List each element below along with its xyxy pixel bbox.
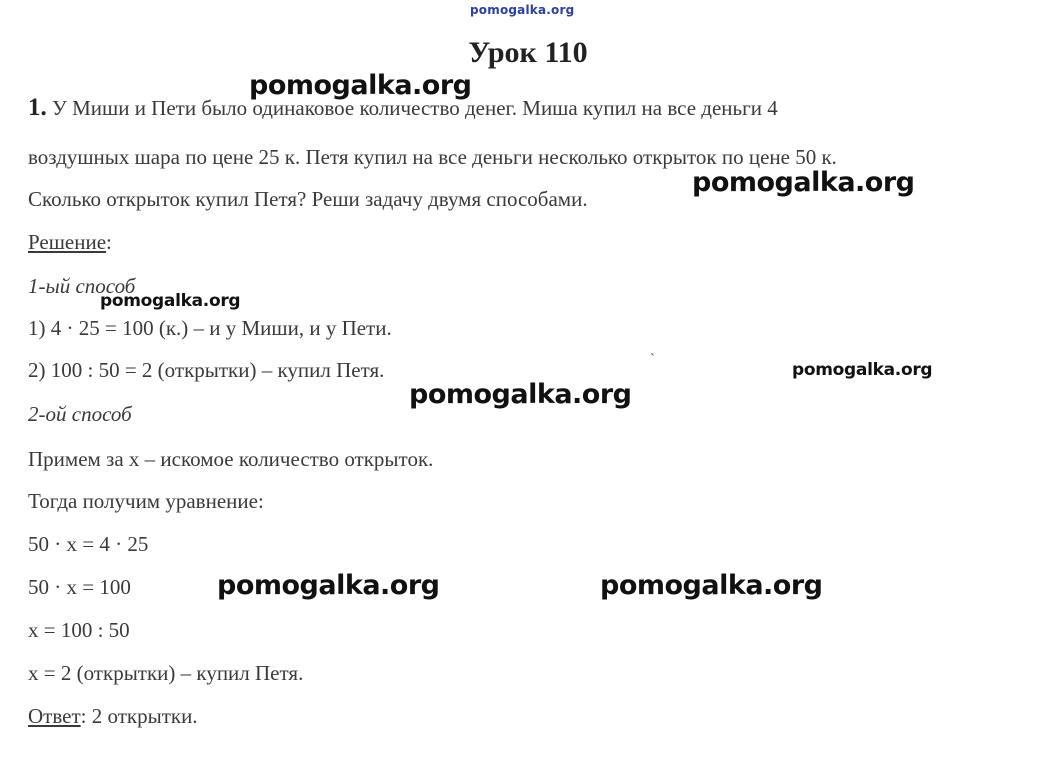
answer-text: : 2 открытки. <box>80 704 198 728</box>
answer <box>28 704 198 729</box>
task-text-1: У Миши и Пети было одинаковое количество денег. Миша купил на все деньги 4 <box>52 96 778 120</box>
task-line-3: Сколько открыток купил Петя? Реши задачу двумя способами. <box>28 187 588 211</box>
watermark: pomogalka.org <box>409 379 632 410</box>
solution-heading-colon: : <box>106 230 112 254</box>
site-link[interactable]: pomogalka.org <box>470 3 575 17</box>
watermark: pomogalka.org <box>600 570 823 601</box>
stray-mark: ` <box>650 352 655 367</box>
answer-label: Ответ <box>28 704 81 728</box>
method1-step1: 1) 4 · 25 = 100 (к.) – и у Миши, и у Пети. <box>28 316 392 340</box>
watermark: pomogalka.org <box>692 167 915 198</box>
equation-3: х = 100 : 50 <box>28 618 130 642</box>
task-line-2: воздушных шара по цене 25 к. Петя купил на все деньги несколько открыток по цене 50 к. <box>28 145 837 169</box>
method2-title: 2-ой способ <box>28 402 132 426</box>
watermark: pomogalka.org <box>100 291 241 311</box>
task-number: 1. <box>28 94 47 121</box>
method2-line2: Тогда получим уравнение: <box>28 489 264 513</box>
solution-heading <box>28 230 112 255</box>
watermark: pomogalka.org <box>249 70 472 101</box>
solution-heading-label: Решение <box>28 230 107 254</box>
method2-line1: Примем за х – искомое количество открыток. <box>28 447 434 471</box>
equation-1: 50 · х = 4 · 25 <box>28 532 149 556</box>
watermark: pomogalka.org <box>792 360 933 380</box>
equation-2: 50 · х = 100 <box>28 575 131 599</box>
equation-4: х = 2 (открытки) – купил Петя. <box>28 661 304 685</box>
method1-title: 1-ый способ <box>28 274 136 298</box>
page-title: Урок 110 <box>468 36 588 69</box>
watermark: pomogalka.org <box>217 570 440 601</box>
method1-step2: 2) 100 : 50 = 2 (открытки) – купил Петя. <box>28 358 385 382</box>
